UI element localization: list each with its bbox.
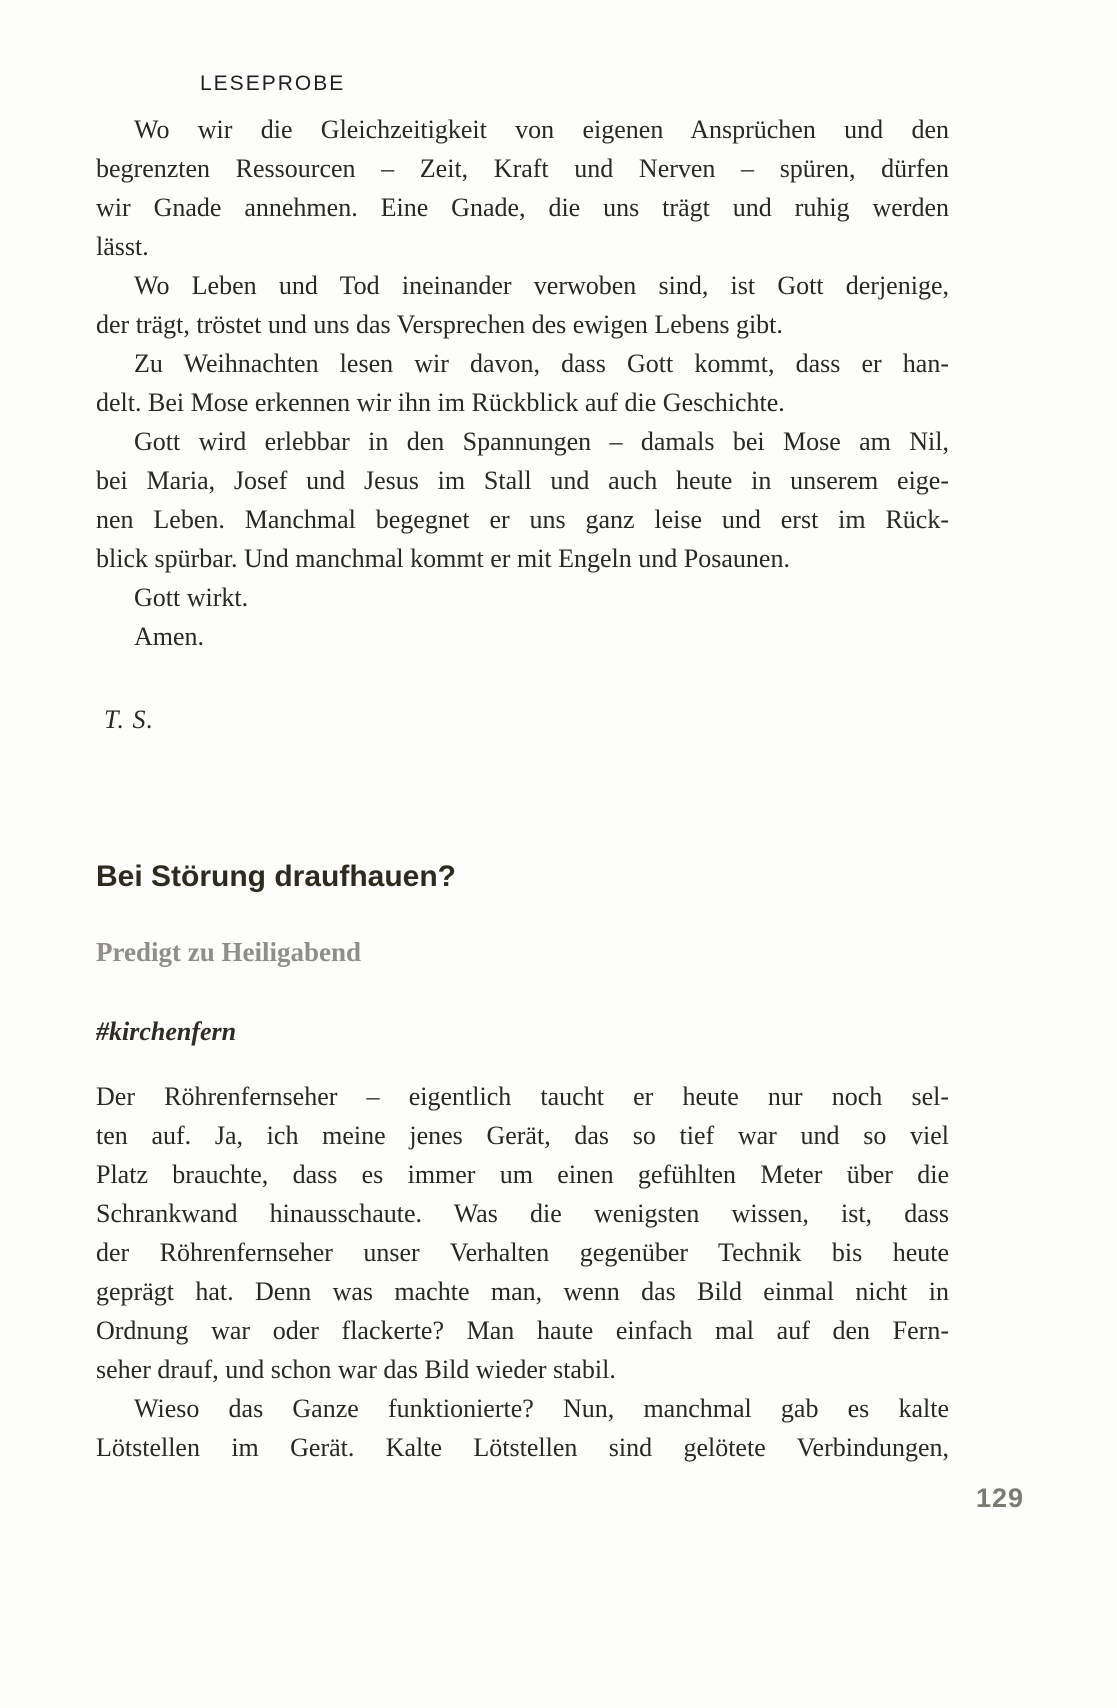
text-line: nen Leben. Manchmal begegnet er uns ganz leise und erst im Rück- (96, 505, 949, 534)
paragraph (96, 110, 949, 266)
text-line: Gott wirkt. (134, 583, 249, 612)
text-line: Der Röhrenfernseher – eigentlich taucht er heute nur noch sel- (96, 1082, 949, 1111)
text-line: lässt. (96, 232, 149, 261)
text-line: bei Maria, Josef und Jesus im Stall und auch heute in unserem eige- (96, 466, 949, 495)
text-line: Schrankwand hinausschaute. Was die wenigsten wissen, ist, dass (96, 1199, 949, 1228)
paragraph (96, 422, 949, 578)
text-line: Amen. (134, 622, 205, 651)
hashtag-heading: #kirchenfern (96, 1017, 237, 1046)
section-title: Bei Störung draufhauen? (96, 860, 456, 893)
text-line: Wieso das Ganze funktionierte? Nun, manchmal gab es kalte (134, 1394, 949, 1423)
text-line: seher drauf, und schon war das Bild wieder stabil. (96, 1355, 616, 1384)
text-line: delt. Bei Mose erkennen wir ihn im Rückblick auf die Geschichte. (96, 388, 785, 417)
closing-lines (96, 578, 949, 656)
text-line: begrenzten Ressourcen – Zeit, Kraft und Nerven – spüren, dürfen (96, 154, 949, 183)
text-line: Gott wird erlebbar in den Spannungen – damals bei Mose am Nil, (134, 427, 949, 456)
author-initials: T. S. (104, 705, 155, 734)
text-line: der trägt, tröstet und uns das Versprechen des ewigen Lebens gibt. (96, 310, 783, 339)
text-line: geprägt hat. Denn was machte man, wenn das Bild einmal nicht in (96, 1277, 949, 1306)
page-number: 129 (975, 1483, 1024, 1513)
text-block (96, 110, 949, 1467)
text-line: ten auf. Ja, ich meine jenes Gerät, das so tief war und so viel (96, 1121, 949, 1150)
text-line: Platz brauchte, dass es immer um einen gefühlten Meter über die (96, 1160, 949, 1189)
text-line: Wo Leben und Tod ineinander verwoben sind, ist Gott derjenige, (134, 271, 949, 300)
section-subtitle: Predigt zu Heiligabend (96, 937, 362, 967)
paragraph (96, 1077, 949, 1389)
text-line: wir Gnade annehmen. Eine Gnade, die uns trägt und ruhig werden (96, 193, 949, 222)
paragraph (96, 344, 949, 422)
paragraph (96, 266, 949, 344)
text-line: Lötstellen im Gerät. Kalte Lötstellen sind gelötete Verbindungen, (96, 1433, 949, 1462)
paragraph (96, 1389, 949, 1467)
text-line: Ordnung war oder flackerte? Man haute einfach mal auf den Fern- (96, 1316, 949, 1345)
text-line: Wo wir die Gleichzeitigkeit von eigenen Ansprüchen und den (134, 115, 949, 144)
running-header: LESEPROBE (200, 72, 346, 95)
text-line: blick spürbar. Und manchmal kommt er mit Engeln und Posaunen. (96, 544, 790, 573)
text-line: Zu Weihnachten lesen wir davon, dass Gott kommt, dass er han- (134, 349, 949, 378)
text-line: der Röhrenfernseher unser Verhalten gegenüber Technik bis heute (96, 1238, 949, 1267)
